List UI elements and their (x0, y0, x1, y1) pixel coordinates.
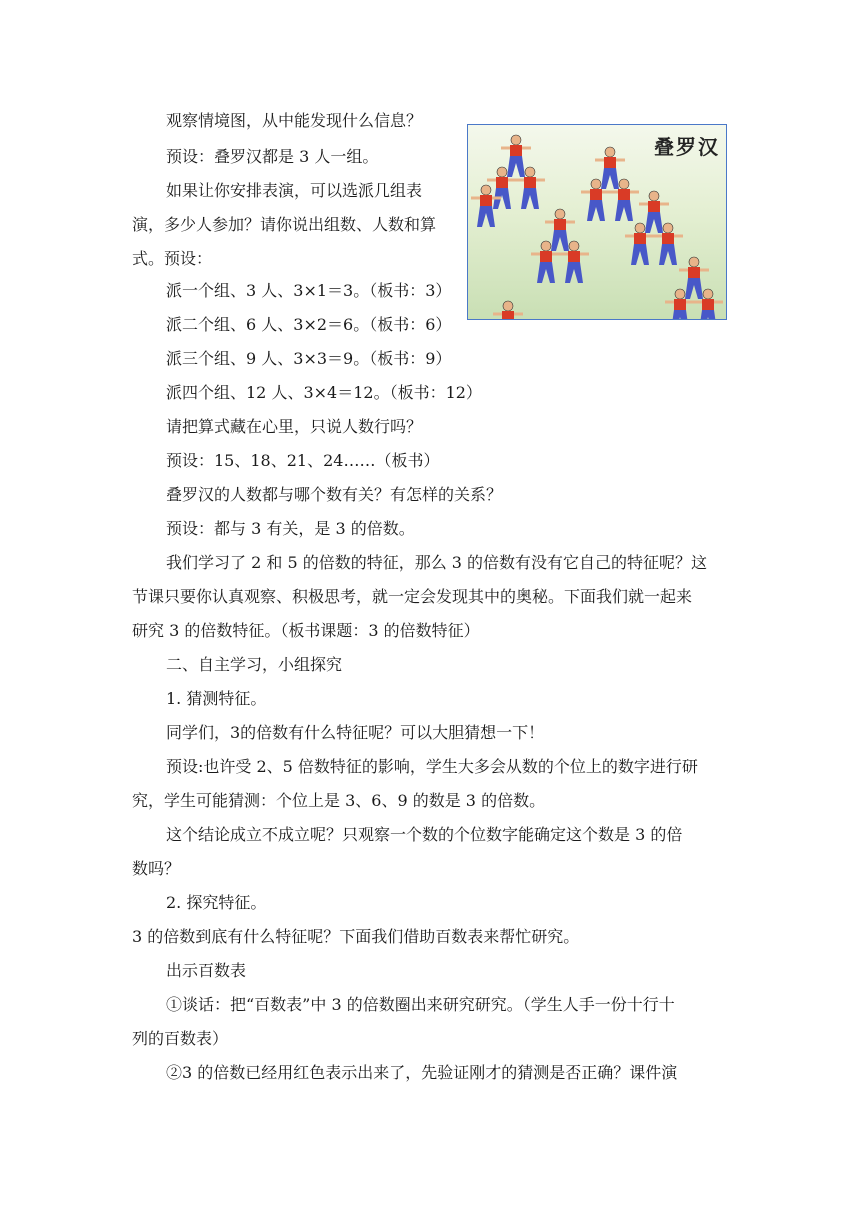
text-line: 节课只要你认真观察、积极思考，就一定会发现其中的奥秘。下面我们就一起来 (132, 587, 693, 606)
text-line: 3 的倍数到底有什么特征呢？下面我们借助百数表来帮忙研究。 (132, 927, 580, 946)
text-line: 我们学习了 2 和 5 的倍数的特征，那么 3 的倍数有没有它自己的特征呢？这 (166, 553, 708, 572)
text-line: 观察情境图，从中能发现什么信息？ (166, 111, 423, 130)
text-line: 预设：15、18、21、24……（板书） (166, 451, 440, 470)
text-line: 研究 3 的倍数特征。（板书课题：3 的倍数特征） (132, 621, 480, 640)
text-line: 派二个组、6 人、3×2＝6。（板书：6） (166, 315, 452, 334)
subsection-heading: 2. 探究特征。 (166, 893, 267, 912)
text-line: 派四个组、12 人、3×4＝12。（板书：12） (166, 383, 482, 402)
text-line: 列的百数表） (132, 1029, 229, 1048)
text-line: 派三个组、9 人、3×3＝9。（板书：9） (166, 349, 452, 368)
text-line: 这个结论成立不成立呢？只观察一个数的个位数字能确定这个数是 3 的倍 (166, 825, 683, 844)
illustration-title: 叠罗汉 (654, 135, 720, 159)
text-line: ①谈话：把“百数表”中 3 的倍数圈出来研究研究。（学生人手一份十行十 (166, 995, 675, 1014)
text-line: 出示百数表 (166, 961, 247, 980)
text-line: 请把算式藏在心里，只说人数行吗？ (166, 417, 423, 436)
text-line: 预设:也许受 2、5 倍数特征的影响，学生大多会从数的个位上的数字进行研 (166, 757, 698, 776)
text-line: 预设：叠罗汉都是 3 人一组。 (166, 147, 379, 166)
acrobat-illustration (467, 124, 727, 320)
text-line: 演，多少人参加？请你说出组数、人数和算 (132, 215, 437, 234)
section-heading: 二、自主学习，小组探究 (166, 655, 343, 674)
acrobat-figures (468, 125, 727, 320)
subsection-heading: 1. 猜测特征。 (166, 689, 267, 708)
text-line: 如果让你安排表演，可以选派几组表 (166, 181, 423, 200)
text-line: 同学们，3的倍数有什么特征呢？可以大胆猜想一下！ (166, 723, 545, 742)
text-line: 预设：都与 3 有关，是 3 的倍数。 (166, 519, 415, 538)
text-line: 数吗？ (132, 859, 181, 878)
text-line: 叠罗汉的人数都与哪个数有关？有怎样的关系？ (166, 485, 503, 504)
text-line: 究，学生可能猜测：个位上是 3、6、9 的数是 3 的倍数。 (132, 791, 546, 810)
text-line: ②3 的倍数已经用红色表示出来了，先验证刚才的猜测是否正确？课件演 (166, 1063, 678, 1082)
text-line: 式。预设： (132, 249, 213, 268)
text-line: 派一个组、3 人、3×1＝3。（板书：3） (166, 281, 452, 300)
